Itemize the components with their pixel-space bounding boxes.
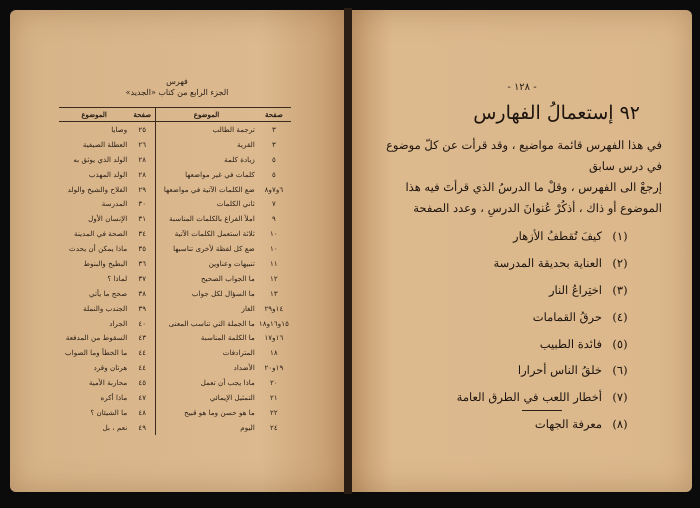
- index-topic: ما الكلمة المناسبة: [156, 330, 257, 345]
- index-topic: صحح ما يأتي: [89, 288, 128, 298]
- index-page-number: ٤٣: [138, 333, 147, 343]
- index-page-number: ١٦و١٧: [264, 333, 284, 343]
- left-page: [10, 10, 344, 492]
- topic-number: (٢): [612, 256, 628, 271]
- book-gutter: [344, 8, 352, 494]
- index-topic: نعم ، بل: [102, 422, 128, 432]
- topic-item: [388, 277, 638, 304]
- index-topic: ما الجملة التي تناسب المعنى: [156, 316, 257, 331]
- index-topic: الإنسان الأول: [88, 214, 128, 224]
- index-topic: الفلاح والشيخ والولد: [67, 184, 128, 194]
- index-topic: املأ الفراغ بالكلمات المناسبة: [156, 211, 257, 226]
- index-page-number: ١٩و٢٠: [264, 363, 284, 373]
- index-page-number: ٢١: [270, 392, 278, 402]
- index-page-number: ٤٨: [138, 407, 147, 417]
- topic-item: [388, 303, 638, 330]
- topic-text: اختِراعُ النار: [548, 282, 602, 297]
- topic-text: أخطار اللعب في الطرق العامة: [456, 390, 602, 405]
- index-topic: تنبيهات وعناوين: [156, 256, 257, 271]
- index-row: [59, 271, 291, 286]
- index-row: [59, 420, 291, 435]
- index-page-number: ٢٩: [138, 184, 147, 194]
- index-row: [59, 301, 291, 316]
- index-topic: ما الخطأ وما الصواب: [64, 348, 128, 358]
- index-topic: الجراد: [109, 318, 128, 328]
- index-topic: ثاني الكلمات: [156, 196, 257, 211]
- index-row: [59, 137, 291, 152]
- index-page-number: ٣٩: [138, 303, 147, 313]
- index-page-number: ٤٤: [138, 348, 147, 358]
- index-page-number: ١٠: [270, 244, 278, 254]
- index-topic: ترجمة الطالب: [156, 122, 257, 137]
- index-subheading: الجزء الرابع من كتاب «الجديد»: [125, 88, 229, 97]
- index-row: [59, 256, 291, 271]
- topic-number: (٤): [612, 309, 628, 324]
- topic-item: [388, 411, 638, 438]
- intro-paragraph: في هذا الفهرس قائمة مواضيع ، وقد قرأت عن كلّ موضوع في درس سابق: [386, 138, 662, 173]
- page-number: - ١٢٨ -: [507, 82, 537, 93]
- index-row: [59, 375, 291, 390]
- index-page-number: ٣: [271, 139, 276, 149]
- topic-number: (٥): [612, 336, 628, 351]
- index-page-number: ٣٥: [138, 244, 147, 254]
- index-topic: الجندب والنملة: [83, 303, 128, 313]
- index-page-number: ١٢: [270, 273, 278, 283]
- index-heading: فهرس: [166, 77, 188, 86]
- index-topic: زيادة كلمة: [156, 152, 257, 167]
- index-topic: العطلة الصيفية: [82, 139, 128, 149]
- index-topic: لماذا ؟: [107, 273, 128, 283]
- index-page-number: ٥: [271, 154, 276, 164]
- index-row: [59, 345, 291, 360]
- index-page-number: ٣٧: [138, 273, 147, 283]
- index-page-number: ٤٥: [138, 378, 147, 388]
- index-topic: هرتان وقرد: [93, 363, 128, 373]
- topic-number: (٣): [612, 282, 628, 297]
- index-page-number: ٤٠: [138, 318, 147, 328]
- topic-number: (٨): [612, 416, 628, 431]
- index-page-number: ٢٥: [138, 124, 147, 134]
- instruction-paragraph: إرجعْ الى الفهرس ، وقلْ ما الدرسُ الذي قرأتَ فيه هذا الموضوع أو ذاك ، أذكُرْ عُنوانَ الدرسِ ، وعدد الصفحة: [405, 180, 662, 215]
- index-topic: الغاز: [156, 301, 257, 316]
- index-topic: المدرسة: [101, 199, 128, 209]
- topic-text: كيفَ تُقطفُ الأزهار: [513, 229, 602, 244]
- index-page-number: ٣٠: [138, 199, 147, 209]
- index-topic: الصحة في المدينة: [74, 229, 128, 239]
- topic-text: فائدة الطبيب: [539, 336, 602, 351]
- topic-list: [388, 223, 638, 437]
- index-page-number: ٩: [271, 214, 276, 224]
- topic-text: العناية بحديقة المدرسة: [493, 256, 602, 271]
- index-page-number: ١١: [270, 258, 278, 268]
- topic-item: [388, 357, 638, 384]
- index-topic: ضع الكلمات الآتية في مواضعها: [156, 182, 257, 197]
- index-page-number: ٢٤: [270, 422, 278, 432]
- index-topic: محاربة الأمية: [88, 378, 128, 388]
- index-page-number: ١٤و٢٩: [264, 303, 284, 313]
- index-page-number: ٣١: [138, 214, 147, 224]
- index-page-number: ٤٧: [138, 392, 147, 402]
- col-page-header: صفحة: [129, 108, 156, 122]
- index-topic: القرية: [156, 137, 257, 152]
- index-page-number: ٢٨: [138, 154, 147, 164]
- index-page-number: ٣: [271, 124, 276, 134]
- index-topic: اليوم: [156, 420, 257, 435]
- topic-text: خلقُ الناس أحرارا: [517, 363, 602, 378]
- index-topic: الأضداد: [156, 360, 257, 375]
- index-row: [59, 211, 291, 226]
- index-page-number: ٣٦: [138, 258, 147, 268]
- topic-item: [388, 330, 638, 357]
- index-topic: ماذا يمكن أن يحدث: [69, 244, 128, 254]
- index-page-number: ١٠: [270, 229, 278, 239]
- index-topic: ما هو حسن وما هو قبيح: [156, 405, 257, 420]
- index-topic: الولد المهذب: [88, 169, 128, 179]
- index-topic: ما الشيئان ؟: [90, 407, 128, 417]
- index-row: [59, 226, 291, 241]
- index-row: [59, 286, 291, 301]
- index-row: [59, 360, 291, 375]
- topic-number: (٧): [612, 390, 628, 405]
- index-row: [59, 405, 291, 420]
- index-page-number: ٢٠: [270, 378, 278, 388]
- index-page-number: ٤٤: [138, 363, 147, 373]
- closing-rule: [522, 410, 562, 411]
- topic-number: (٦): [612, 363, 628, 378]
- index-page-number: ٥: [271, 169, 276, 179]
- index-topic: ماذا أكره: [100, 392, 128, 402]
- topic-text: معرفة الجهات: [534, 416, 602, 431]
- index-row: [59, 152, 291, 167]
- index-topic: ضع كل لفظة لأخرى تناسبها: [156, 241, 257, 256]
- topic-number: (١): [612, 229, 628, 244]
- index-topic: ما الجواب الصحيح: [156, 271, 257, 286]
- index-row: [59, 122, 291, 137]
- index-page-number: ٢٨: [138, 169, 147, 179]
- topic-item: [388, 384, 638, 411]
- index-page-number: ٤٩: [138, 422, 147, 432]
- index-topic: وصايا: [111, 124, 128, 134]
- right-page: [352, 10, 692, 492]
- index-page-number: ٣٨: [138, 288, 147, 298]
- index-topic: التمثيل الإيمائي: [156, 390, 257, 405]
- index-page-number: ٣٤: [138, 229, 147, 239]
- index-page-number: ٦و٧و٨: [264, 184, 284, 194]
- index-row: [59, 182, 291, 197]
- index-topic: ثلاثة استعمل الكلمات الآتية: [156, 226, 257, 241]
- col-topic-header: الموضوع: [59, 108, 129, 122]
- index-topic: البطيخ والبنوط: [83, 258, 128, 268]
- topic-text: حرقُ القمامات: [532, 309, 602, 324]
- index-row: [59, 167, 291, 182]
- index-topic: ماذا يجب أن تعمل: [156, 375, 257, 390]
- index-topic: الولد الذي يوثق به: [73, 154, 128, 164]
- index-page-number: ١٨: [270, 348, 278, 358]
- index-page-number: ٧: [271, 199, 276, 209]
- index-row: [59, 330, 291, 345]
- index-page-number: ٢٦: [138, 139, 147, 149]
- index-page-number: ١٥و١٦و١٨: [258, 318, 289, 328]
- index-row: [59, 196, 291, 211]
- index-topic: كلمات في غير مواضعها: [156, 167, 257, 182]
- index-header: [10, 76, 344, 98]
- index-row: [59, 316, 291, 331]
- index-topic: ما السؤال لكل جواب: [156, 286, 257, 301]
- index-row: [59, 241, 291, 256]
- index-topic: السقوط من المدفعة: [65, 333, 128, 343]
- index-row: [59, 390, 291, 405]
- index-topic: المترادفات: [156, 345, 257, 360]
- index-page-number: ١٣: [270, 288, 278, 298]
- col-topic-header: الموضوع: [156, 108, 257, 122]
- topic-item: [388, 250, 638, 277]
- index-page-number: ٢٢: [270, 407, 278, 417]
- lesson-title: ٩٢ إستعمالُ الفهارس: [473, 102, 640, 124]
- index-table: [59, 107, 291, 435]
- topic-item: [388, 223, 638, 250]
- col-page-header: صفحة: [257, 108, 291, 122]
